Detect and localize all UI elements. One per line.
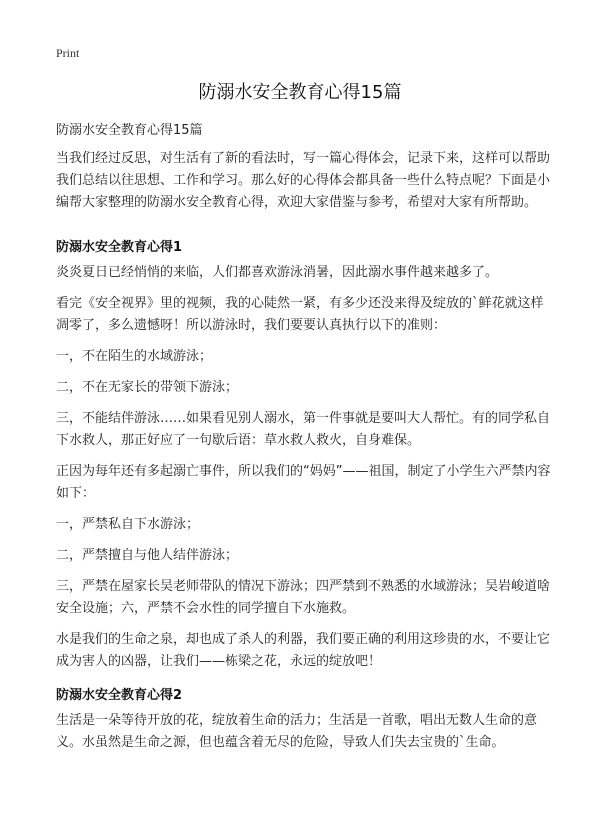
section-1-paragraph-3: 一，不在陌生的水域游泳； xyxy=(56,349,213,364)
section-1-paragraph-10: 水是我们的生命之泉，却也成了杀人的利器，我们要正确的利用这珍贵的水，不要让它成为害人的凶器，让我们——栋梁之花，永远的绽放吧！ xyxy=(56,632,551,669)
section-2-heading: 防溺水安全教育心得2 xyxy=(56,688,183,703)
section-1-paragraph-8: 二，严禁擅自与他人结伴游泳； xyxy=(56,548,239,563)
section-1-paragraph-9: 三，严禁在屋家长吴老师带队的情况下游泳；四严禁到不熟悉的水域游泳；吴岩峻道啥安全设施；六，严禁不会水性的同学擅自下水施救。 xyxy=(56,579,551,616)
section-1-paragraph-5: 三，不能结伴游泳……如果看见别人溺水，第一件事就是要叫大人帮忙。有的同学私自下水救人，那正好应了一句歇后语：草水救人救火，自身难保。 xyxy=(56,411,551,448)
section-1-paragraph-6: 正因为每年还有多起溺亡事件，所以我们的“妈妈”——祖国，制定了小学生六严禁内容如下： xyxy=(56,464,551,501)
section-1-paragraph-4: 二，不在无家长的带领下游泳； xyxy=(56,380,239,395)
section-1-paragraph-1: 炎炎夏日已经悄悄的来临，人们都喜欢游泳消暑，因此溺水事件越来越多了。 xyxy=(56,265,499,280)
section-1-paragraph-7: 一，严禁私自下水游泳； xyxy=(56,517,200,532)
section-1-paragraph-2: 看完《安全视界》里的视频，我的心陡然一紧，有多少还没来得及绽放的`鲜花就这样凋零了，多么遗憾呀！所以游泳时，我们要要认真执行以下的准则： xyxy=(56,296,544,333)
intro-paragraph: 当我们经过反思，对生活有了新的看法时，写一篇心得体会，记录下来，这样可以帮助我们总结以往思想、工作和学习。那么好的心得体会都具备一些什么特点呢？下面是小编帮大家整理的防溺水安全教育心得，欢迎大家借鉴与参考，希望对大家有所帮助。 xyxy=(56,151,551,210)
section-1-heading: 防溺水安全教育心得1 xyxy=(56,240,183,255)
page-title: 防溺水安全教育心得15篇 xyxy=(198,82,402,103)
print-link[interactable]: Print xyxy=(56,46,80,60)
section-2-paragraph-1: 生活是一朵等待开放的花，绽放着生命的活力；生活是一首歌，唱出无数人生命的意义。水虽然是生命之源，但也蕴含着无尽的危险，导致人们失去宝贵的`生命。 xyxy=(56,713,538,750)
document-subtitle: 防溺水安全教育心得15篇 xyxy=(56,123,203,138)
